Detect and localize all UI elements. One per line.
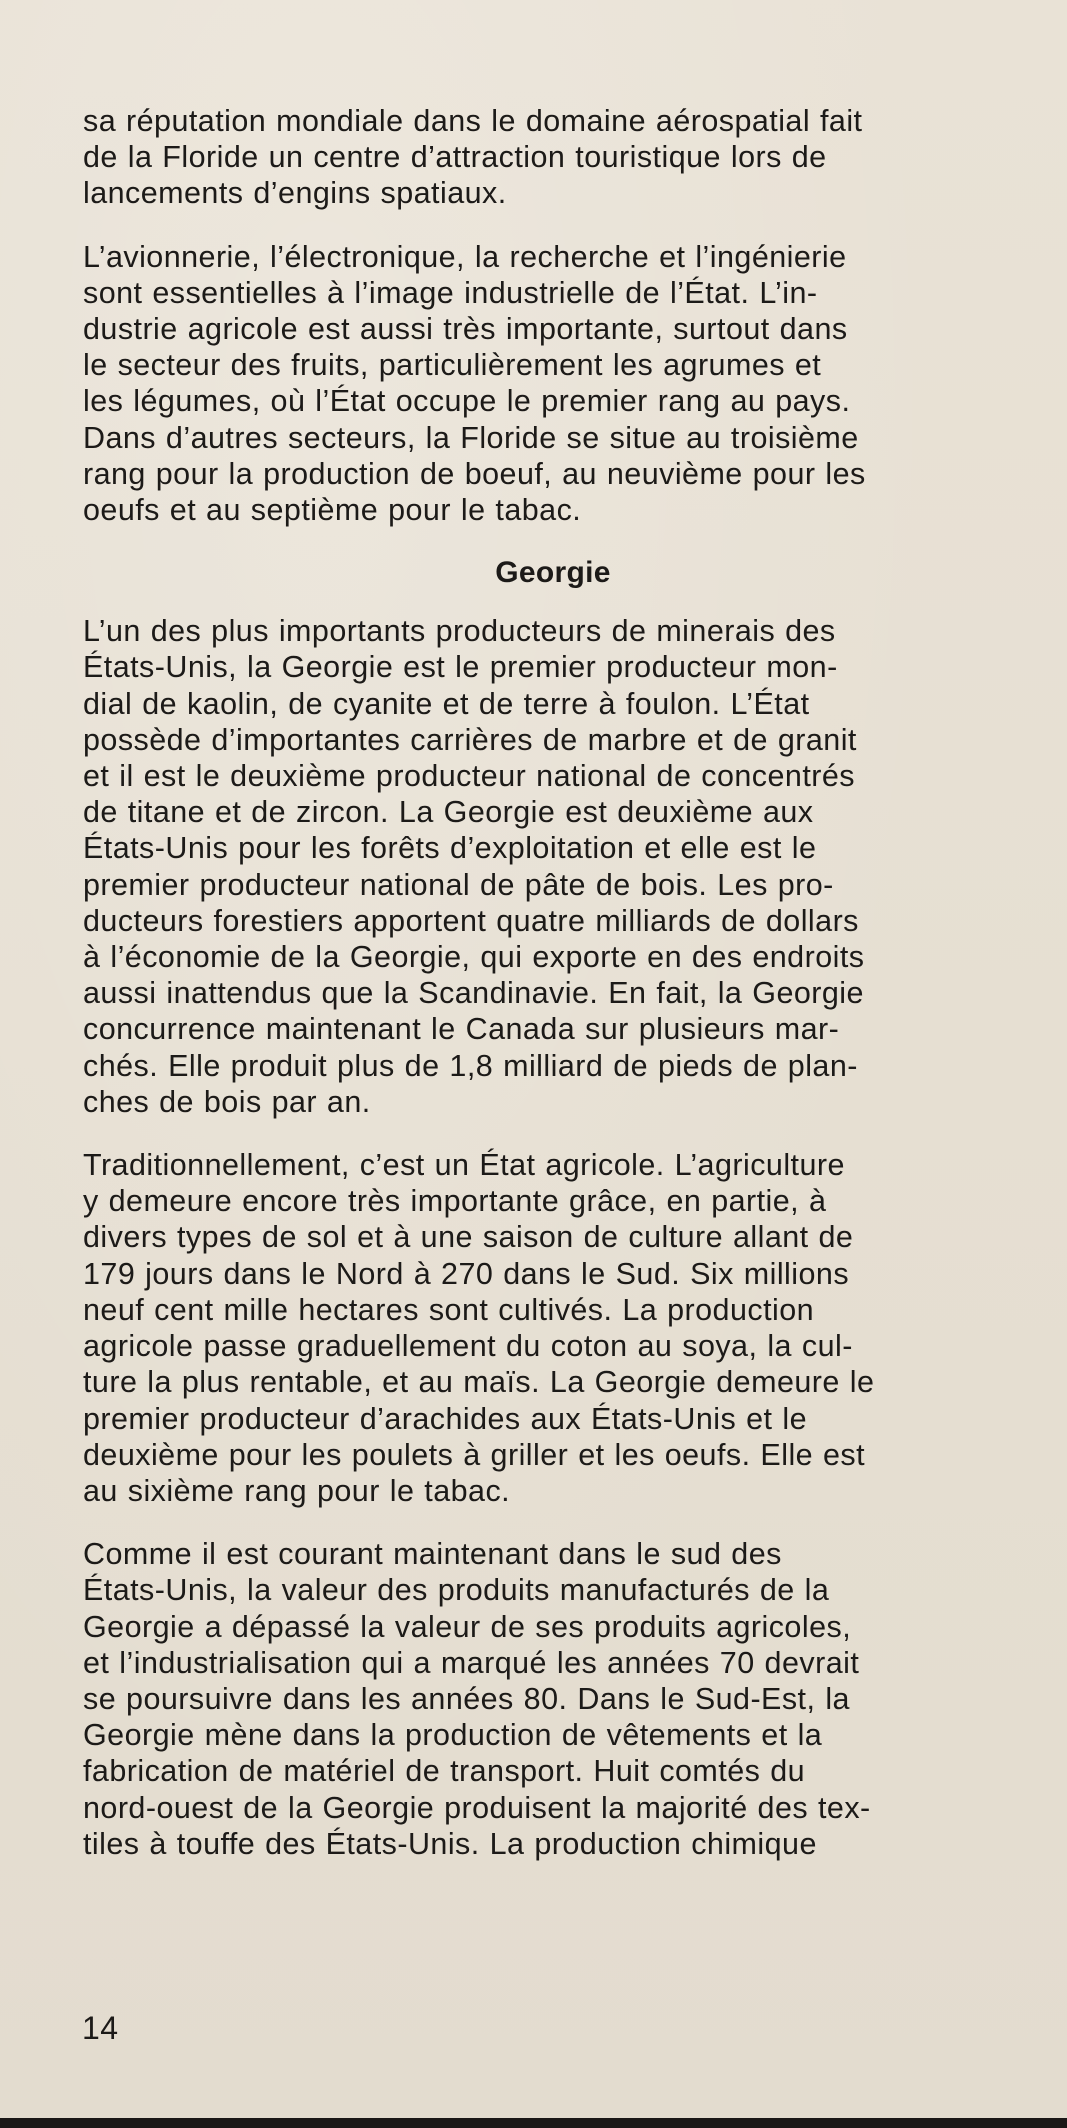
paragraph-georgia-agriculture: Traditionnellement, c’est un État agricole. L’agriculture y demeure encore très importante grâce, en partie, à divers types de sol et à une saison de culture allant de 179 jours dans le Nord à 270 dans le Sud. Six millions neuf cent mille hectares sont cultivés. La production agricole passe graduellement du coton au soya, la cul- ture la plus rentable, et au maïs. La Georgie demeure le premier producteur d’arachides aux États-Unis et le deuxième pour les poulets à griller et les oeufs. Elle est au sixième rang pour le tabac.: [83, 1148, 875, 1508]
paragraph-georgia-minerals: L’un des plus importants producteurs de minerais des États-Unis, la Georgie est le premier producteur mon- dial de kaolin, de cyanite et de terre à foulon. L’État possède d’importantes carrières de marbre et de granit et il est le deuxième producteur national de concentrés de titane et de zircon. La Georgie est deuxième aux États-Unis pour les forêts d’exploitation et elle est le premier producteur national de pâte de bois. Les pro- ducteurs forestiers apportent quatre milliards de dollars à l’économie de la Georgie, qui exporte en des endroits aussi inattendus que la Scandinavie. En fait, la Georgie concurrence maintenant le Canada sur plusieurs mar- chés. Elle produit plus de 1,8 milliard de pieds de plan- ches de bois par an.: [83, 614, 865, 1119]
paragraph-georgia-manufacturing: Comme il est courant maintenant dans le sud des États-Unis, la valeur des produits manufacturés de la Georgie a dépassé la valeur de ses produits agricoles, et l’industrialisation qui a marqué les années 70 devrait se poursuivre dans les années 80. Dans le Sud-Est, la Georgie mène dans la production de vêtements et la fabrication de matériel de transport. Huit comtés du nord-ouest de la Georgie produisent la majorité des tex- tiles à touffe des États-Unis. La production chimique: [83, 1537, 871, 1861]
paragraph-florida-industry: L’avionnerie, l’électronique, la recherche et l’ingénierie sont essentielles à l’image industrielle de l’État. L’in- dustrie agricole est aussi très importante, surtout dans le secteur des fruits, particulièrement les agrumes et les légumes, où l’État occupe le premier rang au pays. Dans d’autres secteurs, la Floride se situe au troisième rang pour la production de boeuf, au neuvième pour les oeufs et au septième pour le tabac.: [83, 239, 866, 528]
page-number: 14: [82, 2010, 119, 2046]
body-text: [83, 103, 1023, 1889]
section-heading: Georgie: [495, 556, 611, 590]
bottom-edge-bar: [0, 2118, 1067, 2128]
paragraph-florida-aerospace: sa réputation mondiale dans le domaine aérospatial fait de la Floride un centre d’attraction touristique lors de lancements d’engins spatiaux.: [83, 104, 863, 211]
